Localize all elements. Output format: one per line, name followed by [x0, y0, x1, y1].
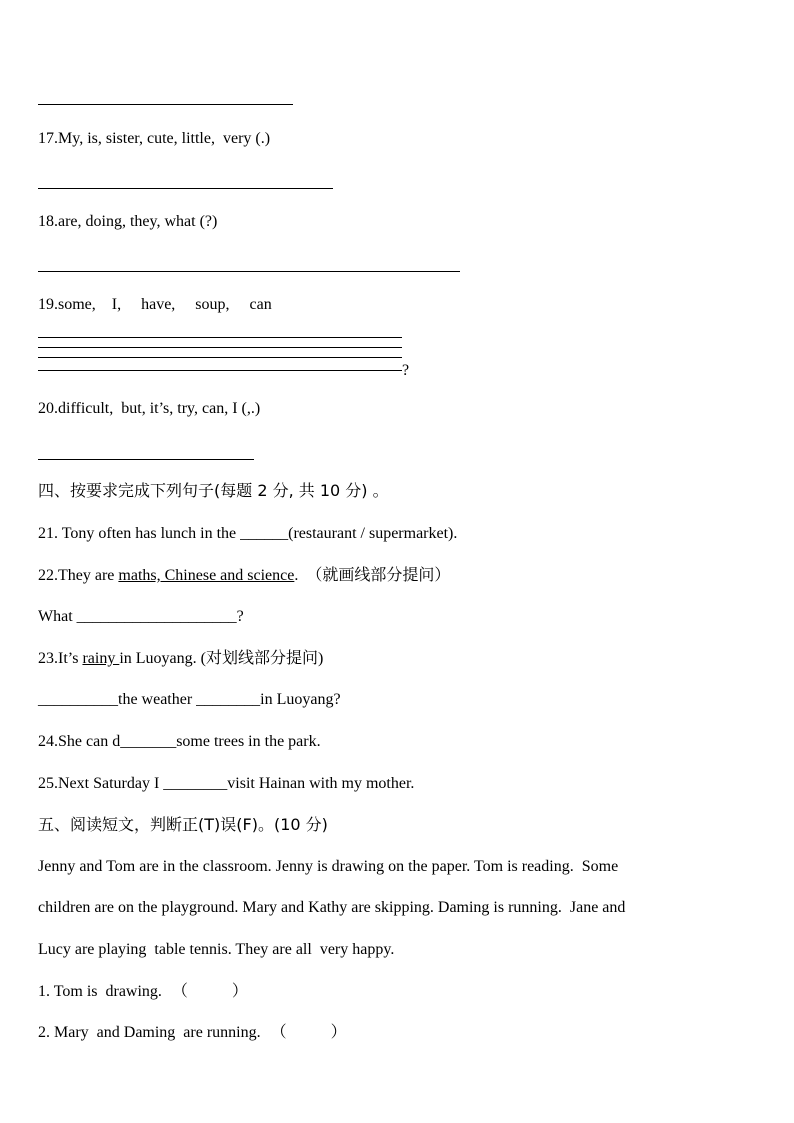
passage-line-2: children are on the playground. Mary and Kathy are skipping. Daming is running. Jane and [38, 899, 626, 916]
question-22-suffix: . （就画线部分提问） [294, 567, 451, 584]
answer-line-18 [38, 271, 460, 272]
question-23 [38, 649, 323, 669]
question-22-underlined: maths, Chinese and science [118, 567, 295, 584]
question-19: 19.some, I, have, soup, can [38, 296, 272, 313]
section-4-heading: 四、按要求完成下列句子(每题 2 分, 共 10 分) 。 [38, 481, 389, 500]
judge-item-1-text: 1. Tom is drawing. [38, 983, 162, 1000]
answer-line-19b [38, 347, 402, 348]
answer-line-19d [38, 370, 402, 371]
question-19-end-mark: ? [402, 362, 410, 379]
question-24: 24.She can d_______some trees in the park. [38, 733, 321, 750]
answer-line-20 [38, 459, 254, 460]
question-25: 25.Next Saturday I ________visit Hainan with my mother. [38, 775, 415, 792]
question-21: 21. Tony often has lunch in the ______(restaurant / supermarket). [38, 525, 458, 542]
question-22-prefix: 22.They are [38, 567, 119, 584]
question-18: 18.are, doing, they, what (?) [38, 213, 218, 230]
judge-item-2-bracket[interactable]: （ ） [270, 1024, 347, 1041]
question-20: 20.difficult, but, it’s, try, can, I (,.) [38, 400, 261, 417]
question-23-answer: __________the weather ________in Luoyang? [38, 691, 341, 708]
passage-line-1: Jenny and Tom are in the classroom. Jenny is drawing on the paper. Tom is reading. Some [38, 858, 619, 875]
question-23-underlined: rainy [82, 650, 120, 667]
answer-line-17 [38, 188, 333, 189]
section-5-heading: 五、阅读短文，判断正(T)误(F)。(10 分) [38, 815, 328, 834]
question-22-answer: What ____________________? [38, 608, 244, 625]
passage-line-3: Lucy are playing table tennis. They are all very happy. [38, 941, 395, 958]
judge-item-1 [38, 982, 248, 1002]
answer-line-19a [38, 337, 402, 338]
answer-line-16 [38, 104, 293, 105]
question-23-suffix: in Luoyang. (对划线部分提问) [119, 650, 324, 667]
answer-line-19c [38, 357, 402, 358]
question-23-prefix: 23.It’s [38, 650, 83, 667]
judge-item-2 [38, 1023, 347, 1043]
question-22 [38, 566, 450, 586]
question-17: 17.My, is, sister, cute, little, very (.) [38, 130, 271, 147]
judge-item-2-text: 2. Mary and Daming are running. [38, 1024, 261, 1041]
judge-item-1-bracket[interactable]: （ ） [171, 983, 248, 1000]
